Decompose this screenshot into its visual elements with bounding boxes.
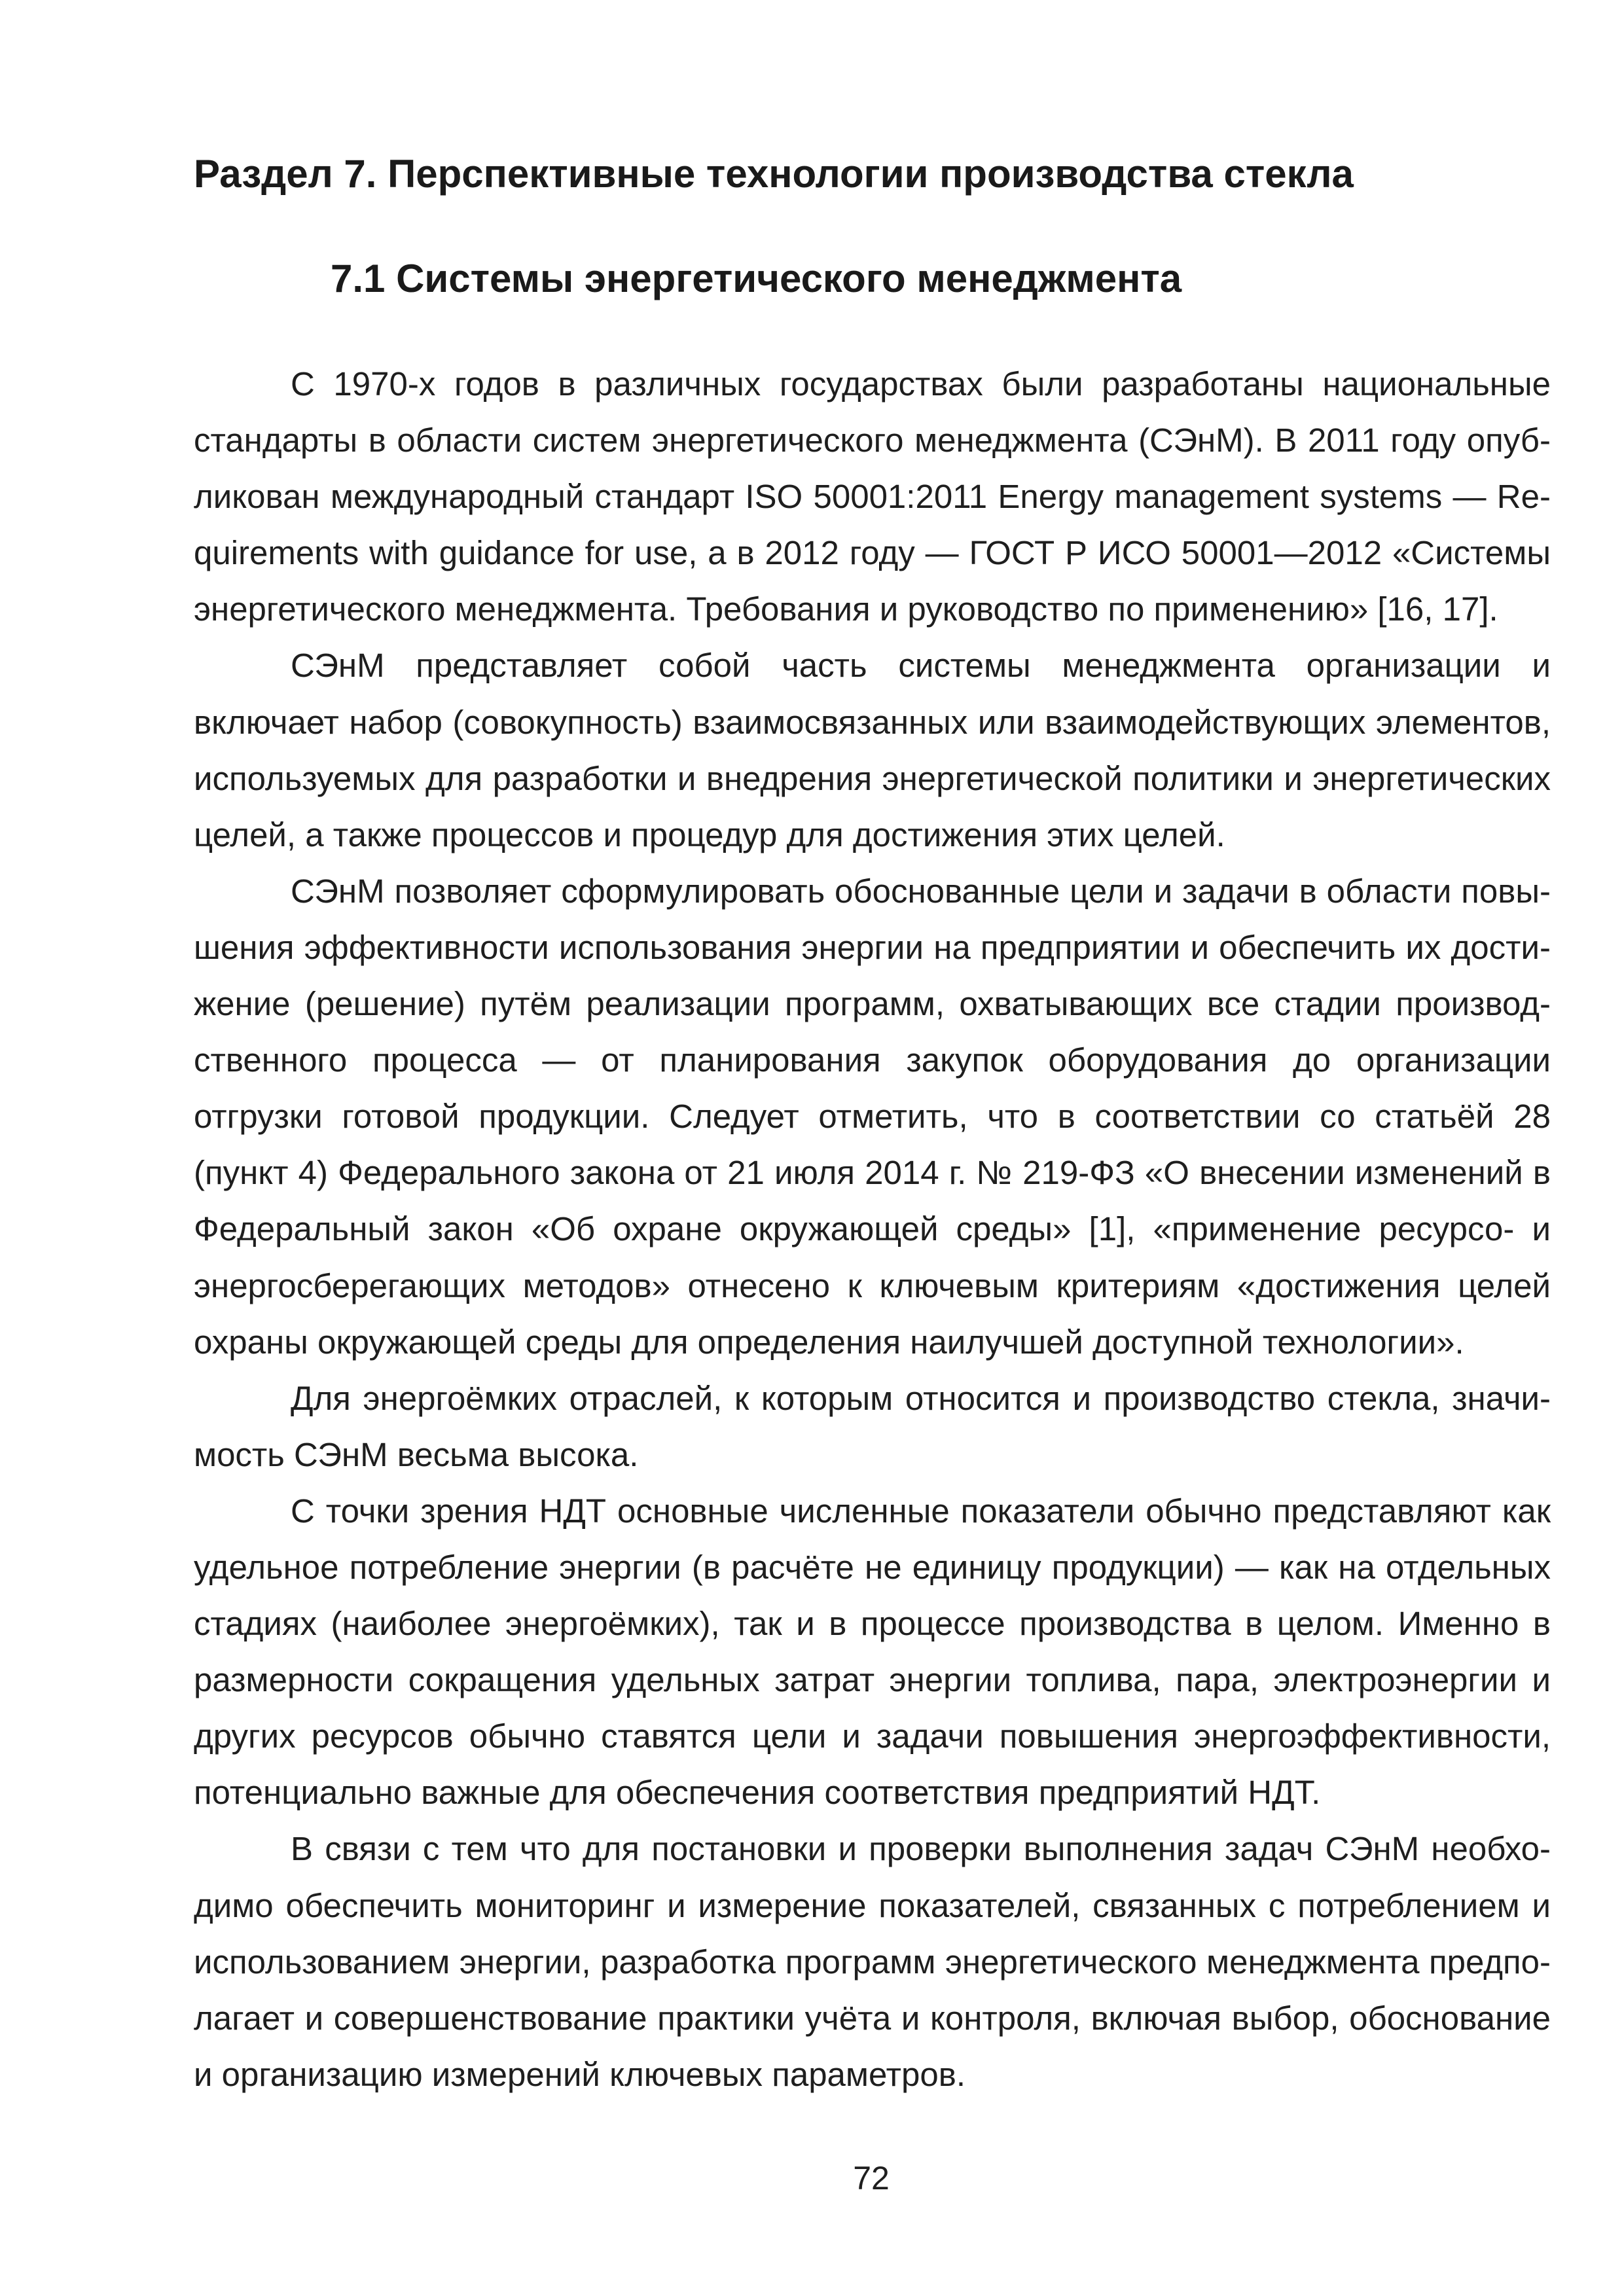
paragraph-energy-intensive-industries: Для энергоёмких отраслей, к которым относится и производство стекла, значимость СЭнМ весьма высока. bbox=[194, 1379, 1551, 1473]
subsection-title: 7.1 Системы энергетического менеджмента bbox=[331, 257, 1182, 300]
paragraph-enms-definition: СЭнМ представляет собой часть системы менеджмента организации и включает набор (совокупность) взаимосвязанных или взаимодействующих элементов, используемых для разработки и внедрения энергетической политики и энергетических целей, а также процессов и процедур для достижения этих целей. bbox=[194, 647, 1551, 853]
page-number: 72 bbox=[853, 2160, 890, 2197]
paragraph-bat-indicators: С точки зрения НДТ основные численные показатели обычно представляют как удельное потребление энергии (в расчёте не единицу продукции) — как на отдельных стадиях (наиболее энергоёмких), так и в процессе производства в целом. Именно в размерности сокращения удельных затрат энергии топлива, пара, электроэнергии и других ресурсов обычно ставятся цели и задачи повышения энергоэффективности, потенциально важные для обеспечения соответствия предприятий НДТ. bbox=[194, 1492, 1551, 1812]
section-title: Раздел 7. Перспективные технологии производства стекла bbox=[194, 152, 1354, 196]
paragraph-enms-goals: СЭнМ позволяет сформулировать обоснованные цели и задачи в области повышения эффективности использования энергии на предприятии и обеспечить их достижение (решение) путём реализации программ, охватывающих все стадии производственного процесса — от планирования закупок оборудования до организации отгрузки готовой продукции. Следует отметить, что в соответствии со статьёй 28 (пункт 4) Федерального закона от 21 июля 2014 г. № 219-ФЗ «О внесении изменений в Федеральный закон «Об охране окружающей среды» [1], «применение ресурсо- и энергосберегающих методов» отнесено к ключевым критериям «достижения целей охраны окружающей среды для определения наилучшей доступной технологии». bbox=[194, 872, 1551, 1361]
paragraph-standards-history: С 1970-х годов в различных государствах были разработаны национальные стандарты в области систем энергетического менеджмента (СЭнМ). В 2011 году опубликован международный стандарт ISO 50001:2011 Energy management systems — Requirements with guidance for use, а в 2012 году — ГОСТ Р ИСО 50001—2012 «Системы энергетического менеджмента. Требования и руководство по применению» [16, 17]. bbox=[194, 365, 1551, 628]
paragraph-monitoring: В связи с тем что для постановки и проверки выполнения задач СЭнМ необходимо обеспечить мониторинг и измерение показателей, связанных с потреблением и использованием энергии, разработка программ энергетического менеджмента предполагает и совершенствование практики учёта и контроля, включая выбор, обоснование и организацию измерений ключевых параметров. bbox=[194, 1830, 1551, 2093]
body-text bbox=[194, 356, 1551, 2103]
